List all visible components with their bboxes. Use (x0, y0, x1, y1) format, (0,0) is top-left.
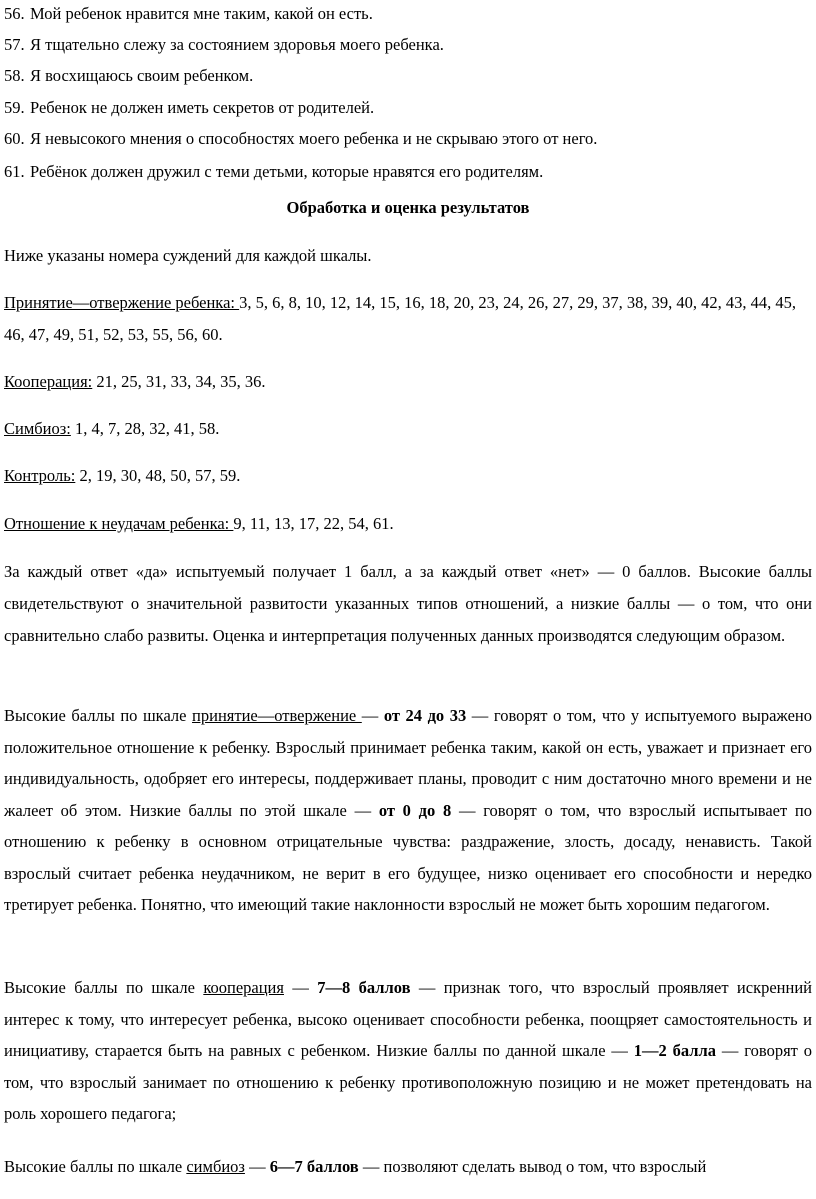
list-item-number: 60. (4, 129, 25, 148)
text-run: — (244, 1157, 270, 1176)
text-run: — говорят о том, что взрослый занимает по отношению к ребенку противоположную позицию и не может претендовать на роль хорошего педагога; (4, 1041, 812, 1123)
text-run: — говорят о том, что у испытуемого выражено положительное отношение к ребенку. Взрослый принимает ребенка таким, какой он есть, уважает и признает его индивидуальность, одобряет его интересы, поддерживает планы, проводит с ним достаточно много времени и не жалеет об этом. Низкие баллы по этой шкале — (4, 706, 813, 820)
list-item-number: 58. (4, 66, 25, 85)
list-item-number: 59. (4, 98, 25, 117)
list-item (4, 2, 373, 26)
scale-label: Принятие—отвержение ребенка: (4, 293, 240, 312)
scale-control (4, 460, 812, 492)
score-range: от 0 до 8 (378, 800, 452, 820)
scale-items: 1, 4, 7, 28, 32, 41, 58. (70, 419, 220, 438)
scale-items: 3, 5, 6, 8, 10, 12, 14, 15, 16, 18, 20, 23, 24, 26, 27, 29, 37, 38, 39, 40, 42, 43, 44, 45, 46, 47, 49, 51, 52, 53, 55, 56, 60. (4, 293, 796, 344)
list-item-text: Ребенок не должен иметь секретов от родителей. (30, 98, 375, 117)
text-run: Высокие баллы по шкале (4, 978, 204, 997)
list-item (4, 160, 543, 184)
scale-symbiosis (4, 413, 812, 445)
score-range: от 24 до 33 (383, 706, 467, 725)
score-range: 6—7 баллов (269, 1157, 359, 1176)
scale-term: принятие—отвержение (192, 706, 362, 725)
scale-failure (4, 508, 812, 540)
intro-paragraph: Ниже указаны номера суждений для каждой шкалы. (4, 246, 372, 265)
list-item (4, 96, 374, 120)
list-item-text: Ребёнок должен дружил с теми детьми, которые нравятся его родителям. (30, 162, 544, 181)
list-item-text: Я восхищаюсь своим ребенком. (30, 66, 254, 85)
section-heading: Обработка и оценка результатов (286, 198, 530, 217)
scale-label: Кооперация: (4, 372, 93, 391)
score-range: 7—8 баллов (317, 978, 411, 997)
list-item (4, 127, 597, 151)
scale-cooperation (4, 366, 812, 398)
list-item (4, 64, 253, 88)
scale-label: Отношение к неудачам ребенка: (4, 514, 234, 533)
text-run: Высокие баллы по шкале (4, 1157, 187, 1176)
list-item-text: Мой ребенок нравится мне таким, какой он есть. (30, 4, 373, 23)
cooperation-interpretation (4, 972, 812, 1130)
acceptance-interpretation (4, 700, 812, 921)
score-range: 1—2 балла (633, 1041, 717, 1060)
text-run: Высокие баллы по шкале (4, 706, 193, 725)
scale-label: Контроль: (4, 466, 76, 485)
scale-items: 2, 19, 30, 48, 50, 57, 59. (75, 466, 241, 485)
scale-items: 9, 11, 13, 17, 22, 54, 61. (233, 514, 394, 533)
text-run: — (283, 978, 318, 997)
text-run: — говорят о том, что взрослый испытывает по отношению к ребенку в основном отрицательные чувства: раздражение, злость, досаду, ненависть. Такой взрослый считает ребенка неудачником, не верит в его будущее, низко оценивает его способности и нередко третирует ребенка. Понятно, что имеющий такие наклонности взрослый не может быть хорошим педагогом. (4, 800, 812, 914)
text-run: — позволяют сделать вывод о том, что взрослый (358, 1157, 707, 1176)
list-item-text: Я тщательно слежу за состоянием здоровья моего ребенка. (30, 35, 444, 54)
text-run: — (361, 706, 384, 725)
list-item-number: 61. (4, 162, 25, 181)
scale-label: Симбиоз: (4, 419, 71, 438)
list-item (4, 33, 444, 57)
scale-term: симбиоз (186, 1157, 245, 1176)
symbiosis-interpretation (4, 1151, 812, 1183)
list-item-text: Я невысокого мнения о способностях моего ребенка и не скрываю этого от него. (30, 129, 598, 148)
list-item-number: 57. (4, 35, 25, 54)
scale-term: кооперация (203, 978, 284, 997)
list-item-number: 56. (4, 4, 25, 23)
scale-items: 21, 25, 31, 33, 34, 35, 36. (92, 372, 266, 391)
scale-acceptance (4, 287, 812, 351)
scoring-paragraph: За каждый ответ «да» испытуемый получает 1 балл, а за каждый ответ «нет» — 0 баллов. Высокие баллы свидетельствуют о значительной развитости указанных типов отношений, а низкие баллы — о том, что они сравнительно слабо развиты. Оценка и интерпретация полученных данных производятся следующим образом. (4, 562, 812, 645)
text-run: — признак того, что взрослый проявляет искренний интерес к тому, что интересует ребенка, высоко оценивает способности ребенка, поощряет самостоятельность и инициативу, старается быть на равных с ребенком. Низкие баллы по данной шкале — (4, 978, 812, 1060)
